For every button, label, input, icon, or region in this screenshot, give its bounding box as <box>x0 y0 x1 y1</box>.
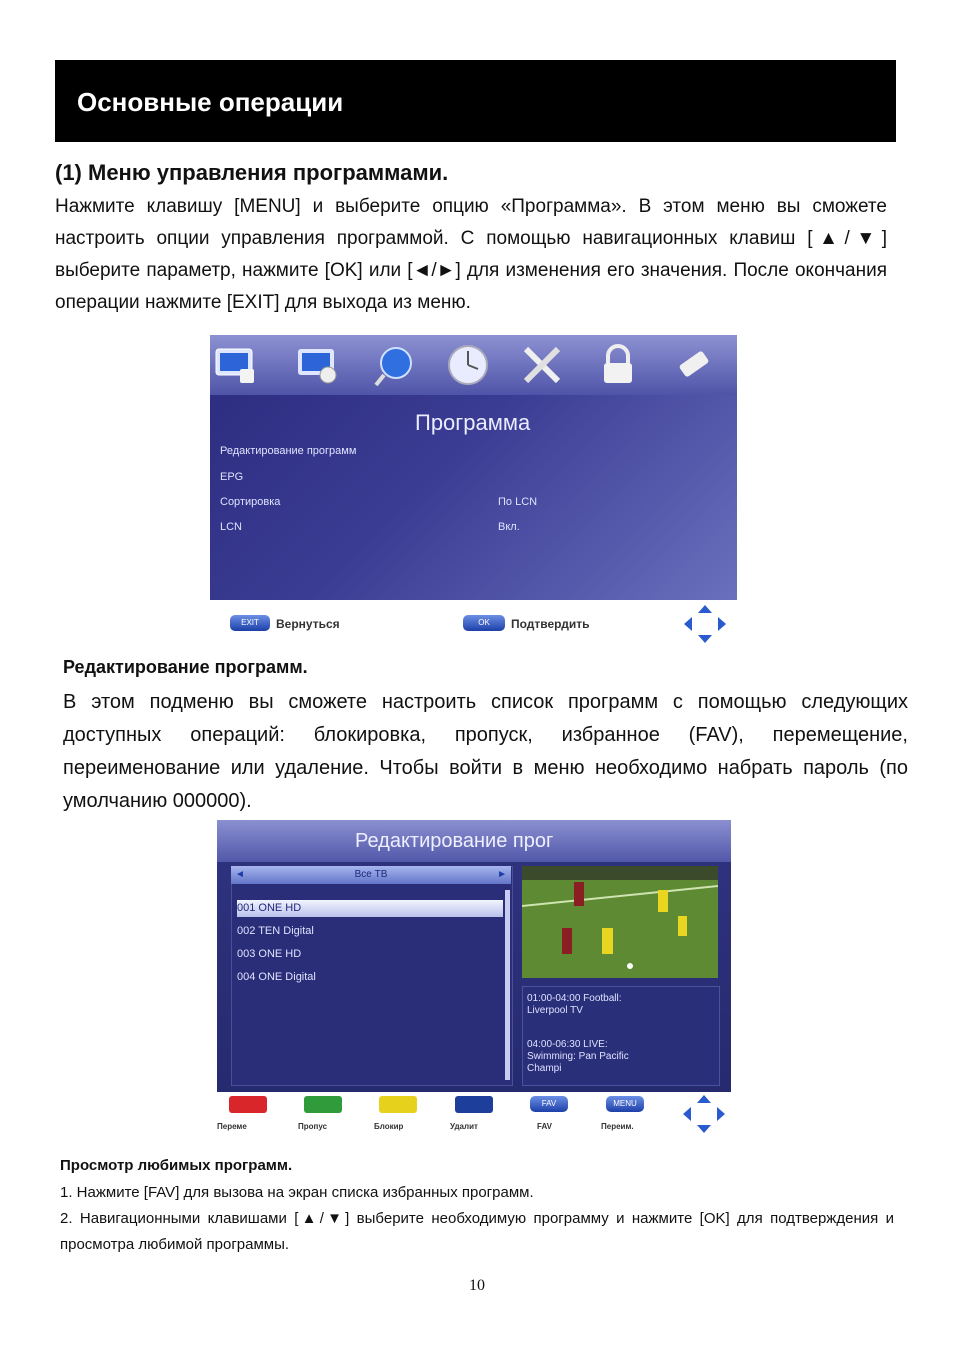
menu-title: Программа <box>415 410 531 435</box>
fav-key: FAV <box>530 1096 568 1112</box>
red-button <box>229 1096 267 1113</box>
channel-item[interactable]: 004 ONE Digital <box>237 971 316 983</box>
banner-title: Основные операции <box>77 87 344 117</box>
menu-icon-bar <box>210 335 737 395</box>
program-menu-description: Нажмите клавишу [MENU] и выберите опцию «Программа». В этом меню вы сможете настроить опции управления программой. С помощью навигационных клавиш [▲/▼] выберите параметр, нажмите [OK] или [◄/►] для изменения его значения. После окончания операции нажмите [EXIT] для выхода из меню. <box>55 196 887 313</box>
video-preview <box>522 866 718 978</box>
blue-button <box>455 1096 493 1113</box>
menu-row-sort[interactable]: Сортировка <box>220 496 281 508</box>
picture-settings-icon <box>296 343 340 387</box>
menu-row-epg[interactable]: EPG <box>220 471 244 483</box>
navigation-arrows-icon <box>682 604 728 644</box>
channel-item[interactable]: 002 TEN Digital <box>237 925 314 937</box>
menu-key-label: Переим. <box>601 1122 634 1131</box>
usb-icon <box>672 343 716 387</box>
yellow-button-label: Блокир <box>374 1122 404 1131</box>
section-heading-program-menu: (1) Меню управления программами. <box>55 160 449 185</box>
epg-event-2-subtitle-cont: Champi <box>527 1063 562 1074</box>
menu-row-lcn-value: Вкл. <box>498 521 520 533</box>
red-button-label: Переме <box>217 1122 247 1131</box>
menu-key: MENU <box>606 1096 644 1112</box>
chevron-right-icon: ► <box>497 869 507 880</box>
exit-key: EXIT <box>230 615 270 631</box>
edit-programs-legend <box>217 1094 731 1134</box>
program-menu-legend <box>210 604 737 644</box>
search-channel-icon <box>372 343 416 387</box>
epg-event-2-subtitle: Swimming: Pan Pacific <box>527 1051 629 1062</box>
blue-button-label: Удалит <box>450 1122 478 1131</box>
menu-row-lcn[interactable]: LCN <box>220 521 243 533</box>
favorites-step-1: 1. Нажмите [FAV] для вызова на экран списка избранных программ. <box>60 1184 534 1201</box>
channel-item[interactable]: 003 ONE HD <box>237 948 302 960</box>
program-menu-screenshot <box>210 335 737 600</box>
tools-icon <box>520 343 564 387</box>
edit-menu-title-bar <box>217 820 731 862</box>
epg-event-1-subtitle: Liverpool TV <box>527 1005 583 1016</box>
epg-info-panel <box>522 986 720 1086</box>
ok-key: OK <box>463 615 505 631</box>
epg-event-2-time-title: 04:00-06:30 LIVE: <box>527 1039 608 1050</box>
section-banner <box>55 60 896 142</box>
category-label: Все ТВ <box>354 869 388 880</box>
exit-label: Вернуться <box>276 617 340 631</box>
yellow-button <box>379 1096 417 1113</box>
epg-event-1-time-title: 01:00-04:00 Football: <box>527 993 622 1004</box>
menu-row-sort-value: По LCN <box>498 496 538 508</box>
green-button-label: Пропус <box>298 1122 328 1131</box>
green-button <box>304 1096 342 1113</box>
channel-list-scrollbar[interactable] <box>505 890 510 1080</box>
clock-icon <box>446 343 490 387</box>
menu-row-edit-programs[interactable]: Редактирование программ <box>220 445 357 457</box>
lock-icon <box>596 343 640 387</box>
edit-menu-title: Редактирование прог <box>355 830 554 852</box>
section-heading-favorites: Просмотр любимых программ. <box>60 1157 293 1174</box>
ok-label: Подтвердить <box>511 617 590 631</box>
edit-programs-description: В этом подменю вы сможете настроить список программ с помощью следующих доступных операций: блокировка, пропуск, избранное (FAV), перемещение, переименование или удаление. Чтобы войти в меню необходимо набрать пароль (по умолчанию 000000). <box>63 691 908 812</box>
favorites-instructions <box>60 1180 894 1258</box>
navigation-arrows-icon <box>681 1094 727 1134</box>
page-number: 10 <box>469 1277 485 1294</box>
edit-programs-screenshot <box>217 820 731 1092</box>
channel-item[interactable]: 001 ONE HD <box>237 900 503 917</box>
fav-key-label: FAV <box>537 1122 552 1131</box>
favorites-step-2: 2. Навигационными клавишами [▲/▼] выберите необходимую программу и нажмите [OK] для подтверждения и просмотра любимой программы. <box>60 1210 894 1253</box>
tv-program-icon <box>214 343 258 387</box>
chevron-left-icon: ◄ <box>235 869 245 880</box>
category-selector[interactable] <box>231 866 511 884</box>
section-heading-edit-programs: Редактирование программ. <box>63 657 308 677</box>
